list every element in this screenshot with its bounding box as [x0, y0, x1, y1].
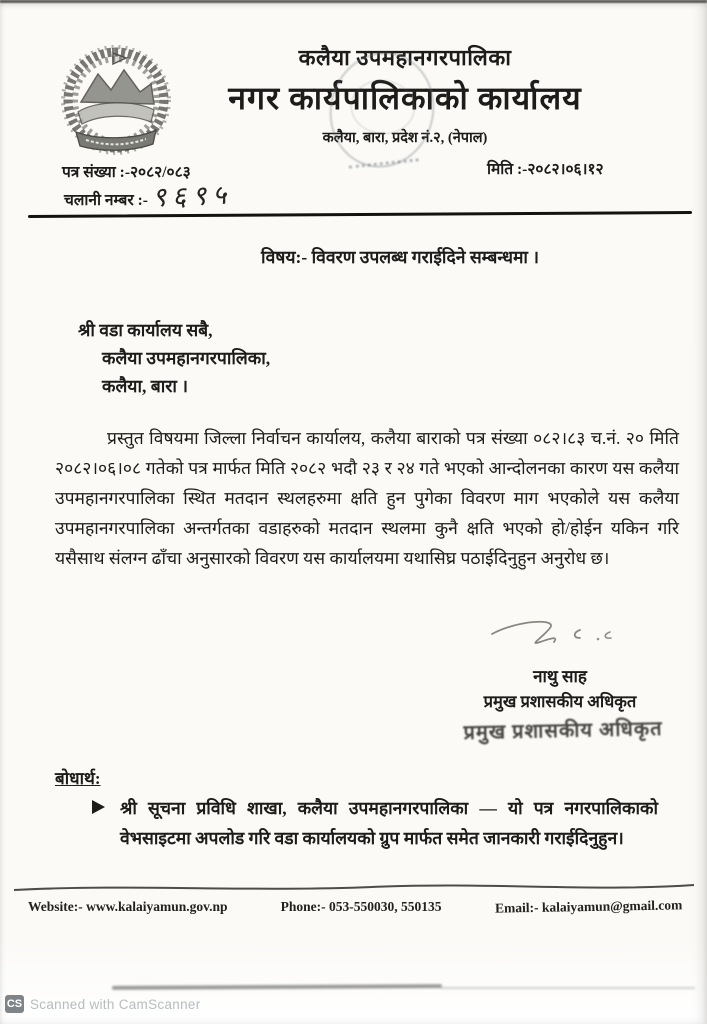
- nepal-emblem-logo: [56, 40, 176, 162]
- letter-number-value: २०८२/०८३: [129, 164, 191, 181]
- office-name: नगर कार्यपालिकाको कार्यालय: [228, 80, 582, 116]
- cc-item: [92, 793, 658, 853]
- camscanner-watermark-text: Scanned with CamScanner: [30, 997, 201, 1012]
- footer-phone: [281, 899, 442, 915]
- letter-body-paragraph: प्रस्तुत विषयमा जिल्ला निर्वाचन कार्यालय, कलैया बाराको पत्र संख्या ०८२।८३ च.नं. २० मिति २०८२।०६।०८ गतेको पत्र मार्फत मिति २०८२ भदौ २३ र २४ गते भएको आन्दोलनका कारण यस कलैया उपमहानगरपालिका स्थित मतदान स्थलहरुमा क्षति हुन पुगेका विवरण माग भएकोले यस कलैया उपमहानगरपालिका अन्तर्गतका वडाहरुको मतदान स्थलमा कुनै क्षति भएको हो/होईन यकिन गरि यसैसाथ संलग्न ढाँचा अनुसारको विवरण यस कार्यालयमा यथासिघ्र पठाईदिनुहुन अनुरोध छ।: [55, 428, 679, 568]
- signature-squiggle: [488, 612, 668, 660]
- signatory-name: नाथु साह: [533, 667, 587, 686]
- dispatch-number: [64, 188, 148, 210]
- date-label: मिति :-: [487, 161, 528, 178]
- phone-label: Phone:-: [280, 899, 326, 914]
- scan-smudge-mark-light: [440, 987, 695, 989]
- addressee-block: [78, 316, 270, 400]
- letter-number-label: पत्र संख्या :-: [62, 164, 130, 181]
- cc-label: बोधार्थ:: [55, 769, 101, 788]
- footer-contacts: [28, 899, 682, 915]
- phone-value: 053-550030, 550135: [329, 899, 442, 914]
- office-address: कलैया, बारा, प्रदेश नं.२, (नेपाल): [322, 130, 488, 146]
- camscanner-logo-icon: CS: [5, 995, 24, 1013]
- footer-website: [28, 899, 228, 915]
- scan-top-edge: [0, 0, 707, 3]
- footer-divider-rule: [12, 880, 696, 896]
- designation-rubber-stamp: प्रमुख प्रशासकीय अधिकृत: [463, 717, 663, 745]
- email-value: kalaiyamun@gmail.com: [541, 897, 683, 915]
- municipality-name: कलैया उपमहानगरपालिका: [298, 45, 512, 70]
- website-value: www.kalaiyamun.gov.np: [86, 899, 228, 914]
- subject-line: विषय:- विवरण उपलब्ध गराईदिने सम्बन्धमा ।: [261, 247, 539, 267]
- arrow-bullet-icon: [92, 800, 105, 814]
- signatory-designation: प्रमुख प्रशासकीय अधिकृत: [483, 692, 637, 711]
- header-divider-rule: [28, 211, 692, 218]
- dispatch-label: चलानी नम्बर :-: [64, 192, 148, 209]
- cc-item-text: श्री सूचना प्रविधि शाखा, कलैया उपमहानगरपालिका — यो पत्र नगरपालिकाको वेभसाइटमा अपलोड गरि वडा कार्यालयको ग्रुप मार्फत समेत जानकारी गराईदिनुहुन।: [120, 798, 658, 848]
- addressee-line: कलैया उपमहानगरपालिका,: [102, 348, 271, 368]
- mountains-shape: [78, 70, 154, 124]
- footer-email: [495, 897, 683, 916]
- date-value: २०८२।०६।१२: [527, 161, 604, 178]
- website-label: Website:-: [28, 899, 83, 914]
- scan-smudge-mark: [112, 984, 442, 990]
- dispatch-number-handwritten: ९६९५: [151, 179, 233, 214]
- addressee-line: श्री वडा कार्यालय सबै,: [78, 320, 213, 340]
- addressee-line: कलैया, बारा ।: [102, 376, 188, 396]
- email-label: Email:-: [494, 899, 539, 916]
- letter-date: [487, 157, 604, 179]
